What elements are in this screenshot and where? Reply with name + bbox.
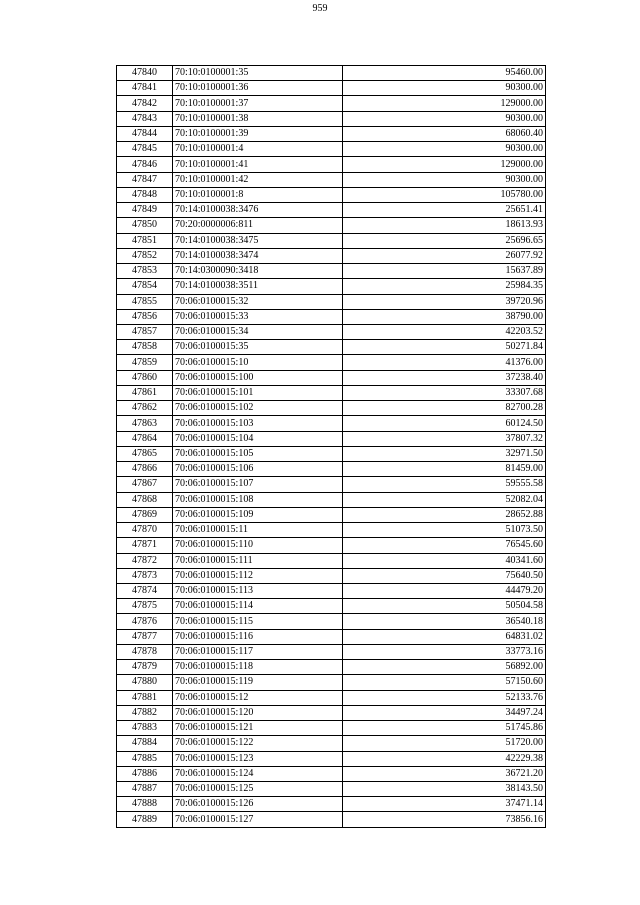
row-number-cell: 47840 [117, 66, 173, 81]
row-number-cell: 47872 [117, 553, 173, 568]
table-row [117, 782, 546, 797]
row-number-cell: 47882 [117, 705, 173, 720]
table-row [117, 370, 546, 385]
row-number-cell: 47877 [117, 629, 173, 644]
row-number-cell: 47889 [117, 812, 173, 827]
cadastral-value-cell: 33773.16 [343, 644, 546, 659]
cadastral-value-cell: 90300.00 [343, 172, 546, 187]
cadastral-value-cell: 75640.50 [343, 568, 546, 583]
table-row [117, 294, 546, 309]
cadastral-value-cell: 36540.18 [343, 614, 546, 629]
cadastral-value-cell: 25651.41 [343, 203, 546, 218]
cadastral-number-cell: 70:06:0100015:112 [173, 568, 343, 583]
cadastral-value-cell: 90300.00 [343, 111, 546, 126]
row-number-cell: 47848 [117, 187, 173, 202]
cadastral-number-cell: 70:10:0100001:36 [173, 81, 343, 96]
cadastral-value-cell: 51745.86 [343, 721, 546, 736]
table-row [117, 96, 546, 111]
row-number-cell: 47880 [117, 675, 173, 690]
row-number-cell: 47851 [117, 233, 173, 248]
cadastral-value-cell: 40341.60 [343, 553, 546, 568]
row-number-cell: 47846 [117, 157, 173, 172]
cadastral-value-cell: 32971.50 [343, 446, 546, 461]
cadastral-number-cell: 70:06:0100015:111 [173, 553, 343, 568]
table-row [117, 172, 546, 187]
row-number-cell: 47888 [117, 797, 173, 812]
cadastral-number-cell: 70:20:0000006:811 [173, 218, 343, 233]
table-row [117, 477, 546, 492]
row-number-cell: 47886 [117, 766, 173, 781]
row-number-cell: 47856 [117, 309, 173, 324]
cadastral-number-cell: 70:06:0100015:100 [173, 370, 343, 385]
row-number-cell: 47852 [117, 248, 173, 263]
table-row [117, 324, 546, 339]
cadastral-number-cell: 70:06:0100015:108 [173, 492, 343, 507]
table-row [117, 81, 546, 96]
row-number-cell: 47876 [117, 614, 173, 629]
cadastral-value-cell: 50271.84 [343, 340, 546, 355]
cadastral-number-cell: 70:14:0100038:3511 [173, 279, 343, 294]
cadastral-number-cell: 70:06:0100015:106 [173, 462, 343, 477]
cadastral-number-cell: 70:06:0100015:127 [173, 812, 343, 827]
row-number-cell: 47887 [117, 782, 173, 797]
row-number-cell: 47885 [117, 751, 173, 766]
cadastral-value-cell: 41376.00 [343, 355, 546, 370]
cadastral-value-cell: 60124.50 [343, 416, 546, 431]
row-number-cell: 47860 [117, 370, 173, 385]
table-row [117, 812, 546, 827]
cadastral-value-cell: 59555.58 [343, 477, 546, 492]
table-row [117, 660, 546, 675]
table-row [117, 309, 546, 324]
cadastral-number-cell: 70:06:0100015:10 [173, 355, 343, 370]
table-row [117, 736, 546, 751]
cadastral-number-cell: 70:14:0100038:3476 [173, 203, 343, 218]
cadastral-number-cell: 70:06:0100015:35 [173, 340, 343, 355]
table-row [117, 644, 546, 659]
cadastral-value-cell: 129000.00 [343, 157, 546, 172]
table-row [117, 126, 546, 141]
table-row [117, 462, 546, 477]
cadastral-number-cell: 70:06:0100015:12 [173, 690, 343, 705]
cadastral-value-cell: 36721.20 [343, 766, 546, 781]
cadastral-number-cell: 70:06:0100015:109 [173, 507, 343, 522]
cadastral-value-cell: 25696.65 [343, 233, 546, 248]
table-row [117, 355, 546, 370]
cadastral-number-cell: 70:06:0100015:122 [173, 736, 343, 751]
cadastral-value-cell: 37238.40 [343, 370, 546, 385]
cadastral-number-cell: 70:06:0100015:116 [173, 629, 343, 644]
cadastral-number-cell: 70:06:0100015:121 [173, 721, 343, 736]
cadastral-number-cell: 70:06:0100015:120 [173, 705, 343, 720]
cadastral-number-cell: 70:10:0100001:37 [173, 96, 343, 111]
cadastral-number-cell: 70:10:0100001:41 [173, 157, 343, 172]
row-number-cell: 47863 [117, 416, 173, 431]
cadastral-value-cell: 64831.02 [343, 629, 546, 644]
cadastral-number-cell: 70:06:0100015:103 [173, 416, 343, 431]
row-number-cell: 47854 [117, 279, 173, 294]
cadastral-value-cell: 129000.00 [343, 96, 546, 111]
table-row [117, 705, 546, 720]
cadastral-value-cell: 76545.60 [343, 538, 546, 553]
table-row [117, 187, 546, 202]
cadastral-value-cell: 68060.40 [343, 126, 546, 141]
table-row [117, 203, 546, 218]
table-row [117, 766, 546, 781]
cadastral-number-cell: 70:06:0100015:126 [173, 797, 343, 812]
cadastral-value-cell: 42203.52 [343, 324, 546, 339]
cadastral-number-cell: 70:10:0100001:8 [173, 187, 343, 202]
cadastral-value-cell: 52133.76 [343, 690, 546, 705]
table-row [117, 614, 546, 629]
table-row [117, 66, 546, 81]
row-number-cell: 47845 [117, 142, 173, 157]
table-row [117, 629, 546, 644]
cadastral-value-cell: 38790.00 [343, 309, 546, 324]
cadastral-number-cell: 70:10:0100001:38 [173, 111, 343, 126]
table-row [117, 507, 546, 522]
cadastral-value-cell: 50504.58 [343, 599, 546, 614]
cadastral-number-cell: 70:06:0100015:113 [173, 583, 343, 598]
cadastral-number-cell: 70:14:0100038:3475 [173, 233, 343, 248]
row-number-cell: 47853 [117, 264, 173, 279]
cadastral-number-cell: 70:06:0100015:110 [173, 538, 343, 553]
cadastral-value-cell: 25984.35 [343, 279, 546, 294]
cadastral-number-cell: 70:06:0100015:102 [173, 401, 343, 416]
table-row [117, 721, 546, 736]
cadastral-value-cell: 42229.38 [343, 751, 546, 766]
table-row [117, 248, 546, 263]
row-number-cell: 47867 [117, 477, 173, 492]
row-number-cell: 47878 [117, 644, 173, 659]
row-number-cell: 47864 [117, 431, 173, 446]
table-row [117, 675, 546, 690]
cadastral-number-cell: 70:10:0100001:39 [173, 126, 343, 141]
table-row [117, 568, 546, 583]
table-row [117, 538, 546, 553]
row-number-cell: 47843 [117, 111, 173, 126]
cadastral-number-cell: 70:06:0100015:11 [173, 523, 343, 538]
table-row [117, 431, 546, 446]
table-row [117, 401, 546, 416]
cadastral-value-cell: 105780.00 [343, 187, 546, 202]
table-row [117, 523, 546, 538]
table-row [117, 264, 546, 279]
cadastral-value-cell: 82700.28 [343, 401, 546, 416]
row-number-cell: 47842 [117, 96, 173, 111]
cadastral-number-cell: 70:06:0100015:123 [173, 751, 343, 766]
table-row [117, 385, 546, 400]
cadastral-number-cell: 70:06:0100015:125 [173, 782, 343, 797]
cadastral-value-cell: 73856.16 [343, 812, 546, 827]
cadastral-value-table [116, 65, 546, 828]
cadastral-value-cell: 51720.00 [343, 736, 546, 751]
row-number-cell: 47873 [117, 568, 173, 583]
row-number-cell: 47883 [117, 721, 173, 736]
cadastral-value-cell: 95460.00 [343, 66, 546, 81]
table-row [117, 583, 546, 598]
cadastral-number-cell: 70:06:0100015:107 [173, 477, 343, 492]
cadastral-number-cell: 70:06:0100015:118 [173, 660, 343, 675]
cadastral-number-cell: 70:10:0100001:35 [173, 66, 343, 81]
row-number-cell: 47869 [117, 507, 173, 522]
cadastral-value-cell: 57150.60 [343, 675, 546, 690]
row-number-cell: 47881 [117, 690, 173, 705]
cadastral-value-cell: 56892.00 [343, 660, 546, 675]
cadastral-value-cell: 37471.14 [343, 797, 546, 812]
row-number-cell: 47858 [117, 340, 173, 355]
cadastral-number-cell: 70:06:0100015:124 [173, 766, 343, 781]
row-number-cell: 47855 [117, 294, 173, 309]
cadastral-number-cell: 70:06:0100015:117 [173, 644, 343, 659]
table-row [117, 142, 546, 157]
row-number-cell: 47874 [117, 583, 173, 598]
row-number-cell: 47857 [117, 324, 173, 339]
table-row [117, 218, 546, 233]
cadastral-number-cell: 70:06:0100015:101 [173, 385, 343, 400]
cadastral-value-cell: 38143.50 [343, 782, 546, 797]
row-number-cell: 47862 [117, 401, 173, 416]
row-number-cell: 47866 [117, 462, 173, 477]
cadastral-value-cell: 34497.24 [343, 705, 546, 720]
table-row [117, 690, 546, 705]
page-number: 959 [312, 3, 328, 14]
cadastral-number-cell: 70:06:0100015:104 [173, 431, 343, 446]
cadastral-number-cell: 70:06:0100015:32 [173, 294, 343, 309]
cadastral-number-cell: 70:10:0100001:42 [173, 172, 343, 187]
cadastral-value-cell: 51073.50 [343, 523, 546, 538]
row-number-cell: 47859 [117, 355, 173, 370]
cadastral-value-cell: 52082.04 [343, 492, 546, 507]
cadastral-value-cell: 15637.89 [343, 264, 546, 279]
cadastral-number-cell: 70:06:0100015:105 [173, 446, 343, 461]
row-number-cell: 47884 [117, 736, 173, 751]
table-row [117, 553, 546, 568]
cadastral-value-cell: 39720.96 [343, 294, 546, 309]
cadastral-number-cell: 70:06:0100015:114 [173, 599, 343, 614]
table-row [117, 157, 546, 172]
row-number-cell: 47847 [117, 172, 173, 187]
cadastral-number-cell: 70:10:0100001:4 [173, 142, 343, 157]
table-row [117, 751, 546, 766]
cadastral-value-cell: 26077.92 [343, 248, 546, 263]
cadastral-value-cell: 33307.68 [343, 385, 546, 400]
cadastral-number-cell: 70:06:0100015:119 [173, 675, 343, 690]
row-number-cell: 47879 [117, 660, 173, 675]
row-number-cell: 47850 [117, 218, 173, 233]
row-number-cell: 47849 [117, 203, 173, 218]
cadastral-value-cell: 18613.93 [343, 218, 546, 233]
cadastral-value-cell: 28652.88 [343, 507, 546, 522]
table-row [117, 446, 546, 461]
cadastral-number-cell: 70:14:0300090:3418 [173, 264, 343, 279]
table-row [117, 340, 546, 355]
row-number-cell: 47865 [117, 446, 173, 461]
cadastral-number-cell: 70:06:0100015:34 [173, 324, 343, 339]
cadastral-number-cell: 70:06:0100015:115 [173, 614, 343, 629]
table-row [117, 492, 546, 507]
row-number-cell: 47841 [117, 81, 173, 96]
cadastral-value-cell: 44479.20 [343, 583, 546, 598]
table-row [117, 233, 546, 248]
row-number-cell: 47875 [117, 599, 173, 614]
row-number-cell: 47868 [117, 492, 173, 507]
table-row [117, 416, 546, 431]
row-number-cell: 47871 [117, 538, 173, 553]
cadastral-number-cell: 70:14:0100038:3474 [173, 248, 343, 263]
cadastral-value-cell: 90300.00 [343, 142, 546, 157]
table-row [117, 279, 546, 294]
table-body [117, 66, 546, 828]
table-row [117, 599, 546, 614]
row-number-cell: 47861 [117, 385, 173, 400]
cadastral-value-cell: 81459.00 [343, 462, 546, 477]
cadastral-value-cell: 90300.00 [343, 81, 546, 96]
cadastral-number-cell: 70:06:0100015:33 [173, 309, 343, 324]
cadastral-value-cell: 37807.32 [343, 431, 546, 446]
table-row [117, 111, 546, 126]
table-row [117, 797, 546, 812]
row-number-cell: 47870 [117, 523, 173, 538]
row-number-cell: 47844 [117, 126, 173, 141]
